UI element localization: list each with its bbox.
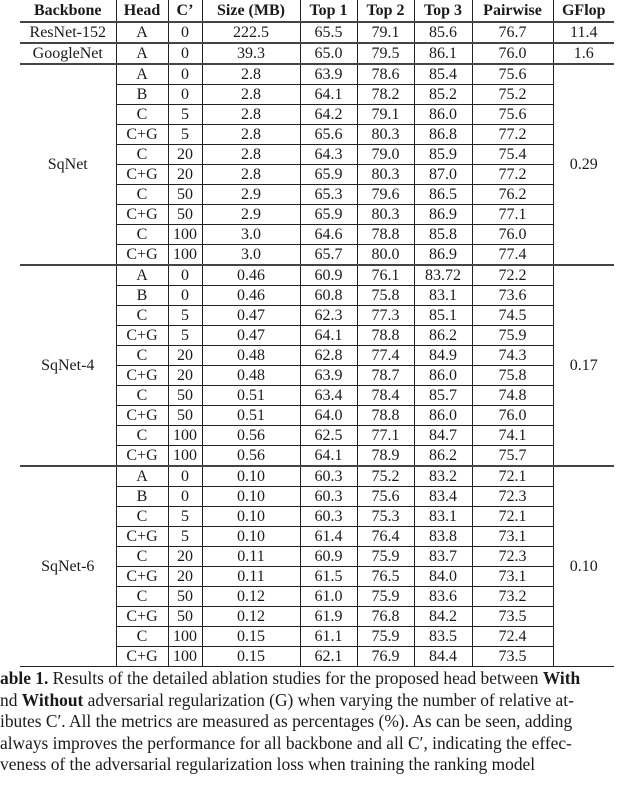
c-prime-cell: 50 — [168, 386, 202, 406]
pairwise-cell: 72.1 — [472, 466, 553, 487]
top1-cell: 64.6 — [300, 225, 357, 245]
column-header-backbone: Backbone — [20, 0, 116, 22]
top2-cell: 78.8 — [357, 326, 414, 346]
top1-cell: 64.1 — [300, 85, 357, 105]
pairwise-cell: 75.8 — [472, 366, 553, 386]
head-cell: A — [116, 64, 168, 85]
top2-cell: 77.3 — [357, 306, 414, 326]
pairwise-cell: 76.7 — [472, 22, 553, 43]
top3-cell: 83.72 — [414, 265, 472, 286]
size-cell: 0.15 — [202, 647, 300, 667]
top3-cell: 85.1 — [414, 306, 472, 326]
pairwise-cell: 77.4 — [472, 245, 553, 266]
pairwise-cell: 72.3 — [472, 547, 553, 567]
top1-cell: 64.3 — [300, 145, 357, 165]
top1-cell: 64.1 — [300, 326, 357, 346]
top3-cell: 86.9 — [414, 205, 472, 225]
c-prime-cell: 50 — [168, 587, 202, 607]
top1-cell: 63.4 — [300, 386, 357, 406]
backbone-cell: SqNet — [20, 64, 116, 265]
head-cell: C — [116, 225, 168, 245]
table-row — [20, 22, 614, 43]
top3-cell: 84.4 — [414, 647, 472, 667]
top2-cell: 78.8 — [357, 406, 414, 426]
head-cell: A — [116, 43, 168, 64]
pairwise-cell: 75.7 — [472, 446, 553, 467]
top2-cell: 79.0 — [357, 145, 414, 165]
size-cell: 0.46 — [202, 265, 300, 286]
top2-cell: 78.8 — [357, 225, 414, 245]
size-cell: 0.15 — [202, 627, 300, 647]
top1-cell: 65.5 — [300, 22, 357, 43]
size-cell: 0.12 — [202, 607, 300, 627]
head-cell: C — [116, 386, 168, 406]
pairwise-cell: 73.2 — [472, 587, 553, 607]
top3-cell: 83.2 — [414, 466, 472, 487]
top2-cell: 77.1 — [357, 426, 414, 446]
top1-cell: 60.3 — [300, 507, 357, 527]
c-prime-cell: 0 — [168, 265, 202, 286]
top3-cell: 84.9 — [414, 346, 472, 366]
c-prime-cell: 20 — [168, 165, 202, 185]
backbone-cell: SqNet-4 — [20, 265, 116, 466]
pairwise-cell: 77.2 — [472, 125, 553, 145]
pairwise-cell: 76.2 — [472, 185, 553, 205]
table-row — [20, 265, 614, 286]
c-prime-cell: 5 — [168, 306, 202, 326]
c-prime-cell: 0 — [168, 487, 202, 507]
top3-cell: 83.1 — [414, 286, 472, 306]
caption-line — [0, 690, 640, 712]
head-cell: C+G — [116, 245, 168, 266]
top1-cell: 61.4 — [300, 527, 357, 547]
top2-cell: 76.8 — [357, 607, 414, 627]
top2-cell: 78.7 — [357, 366, 414, 386]
top1-cell: 61.1 — [300, 627, 357, 647]
top3-cell: 83.7 — [414, 547, 472, 567]
head-cell: C+G — [116, 205, 168, 225]
head-cell: C+G — [116, 366, 168, 386]
top1-cell: 61.5 — [300, 567, 357, 587]
head-cell: B — [116, 85, 168, 105]
pairwise-cell: 74.5 — [472, 306, 553, 326]
table-row — [20, 466, 614, 487]
top2-cell: 80.3 — [357, 205, 414, 225]
head-cell: C — [116, 346, 168, 366]
pairwise-cell: 76.0 — [472, 406, 553, 426]
size-cell: 0.51 — [202, 406, 300, 426]
size-cell: 0.11 — [202, 547, 300, 567]
top1-cell: 63.9 — [300, 64, 357, 85]
head-cell: A — [116, 265, 168, 286]
c-prime-cell: 0 — [168, 286, 202, 306]
backbone-cell: SqNet-6 — [20, 466, 116, 667]
top3-cell: 85.6 — [414, 22, 472, 43]
c-prime-cell: 20 — [168, 366, 202, 386]
top3-cell: 85.7 — [414, 386, 472, 406]
size-cell: 0.11 — [202, 567, 300, 587]
top1-cell: 62.1 — [300, 647, 357, 667]
column-header-head: Head — [116, 0, 168, 22]
top1-cell: 65.9 — [300, 205, 357, 225]
pairwise-cell: 73.5 — [472, 607, 553, 627]
size-cell: 2.8 — [202, 105, 300, 125]
c-prime-cell: 5 — [168, 326, 202, 346]
top3-cell: 86.9 — [414, 245, 472, 266]
caption-text: ibutes C′. All the metrics are measured as percentages (%). As can be seen, adding — [0, 711, 573, 731]
size-cell: 2.9 — [202, 185, 300, 205]
c-prime-cell: 100 — [168, 426, 202, 446]
caption-line — [0, 754, 640, 776]
size-cell: 0.10 — [202, 527, 300, 547]
backbone-cell: ResNet-152 — [20, 22, 116, 43]
head-cell: C — [116, 426, 168, 446]
top2-cell: 75.6 — [357, 487, 414, 507]
top3-cell: 83.4 — [414, 487, 472, 507]
caption-line — [0, 733, 640, 755]
top2-cell: 78.6 — [357, 64, 414, 85]
pairwise-cell: 72.2 — [472, 265, 553, 286]
pairwise-cell: 75.4 — [472, 145, 553, 165]
size-cell: 2.8 — [202, 64, 300, 85]
head-cell: C — [116, 306, 168, 326]
size-cell: 0.51 — [202, 386, 300, 406]
c-prime-cell: 100 — [168, 225, 202, 245]
head-cell: C+G — [116, 125, 168, 145]
c-prime-cell: 100 — [168, 245, 202, 266]
size-cell: 0.10 — [202, 487, 300, 507]
top3-cell: 83.6 — [414, 587, 472, 607]
size-cell: 0.46 — [202, 286, 300, 306]
top3-cell: 83.5 — [414, 627, 472, 647]
top2-cell: 77.4 — [357, 346, 414, 366]
top2-cell: 76.1 — [357, 265, 414, 286]
top2-cell: 80.3 — [357, 165, 414, 185]
size-cell: 0.47 — [202, 306, 300, 326]
caption-text: always improves the performance for all backbone and all C′, indicating the effec- — [0, 732, 572, 753]
head-cell: C — [116, 587, 168, 607]
top3-cell: 86.5 — [414, 185, 472, 205]
top1-cell: 65.7 — [300, 245, 357, 266]
c-prime-cell: 20 — [168, 547, 202, 567]
size-cell: 0.10 — [202, 466, 300, 487]
top3-cell: 86.8 — [414, 125, 472, 145]
column-header-top2: Top 2 — [357, 0, 414, 22]
head-cell: C+G — [116, 406, 168, 426]
c-prime-cell: 5 — [168, 125, 202, 145]
top3-cell: 86.0 — [414, 366, 472, 386]
size-cell: 0.56 — [202, 446, 300, 467]
pairwise-cell: 77.2 — [472, 165, 553, 185]
top1-cell: 63.9 — [300, 366, 357, 386]
top3-cell: 84.2 — [414, 607, 472, 627]
top1-cell: 61.9 — [300, 607, 357, 627]
head-cell: C+G — [116, 326, 168, 346]
top2-cell: 75.9 — [357, 547, 414, 567]
size-cell: 2.9 — [202, 205, 300, 225]
column-header-gflop: GFlop — [553, 0, 614, 22]
size-cell: 2.8 — [202, 125, 300, 145]
top2-cell: 75.9 — [357, 627, 414, 647]
top2-cell: 76.4 — [357, 527, 414, 547]
top3-cell: 84.0 — [414, 567, 472, 587]
c-prime-cell: 5 — [168, 527, 202, 547]
top1-cell: 65.0 — [300, 43, 357, 64]
top3-cell: 86.0 — [414, 406, 472, 426]
top1-cell: 65.6 — [300, 125, 357, 145]
c-prime-cell: 0 — [168, 85, 202, 105]
pairwise-cell: 74.1 — [472, 426, 553, 446]
pairwise-cell: 73.6 — [472, 286, 553, 306]
size-cell: 2.8 — [202, 145, 300, 165]
top3-cell: 83.1 — [414, 507, 472, 527]
top2-cell: 78.9 — [357, 446, 414, 467]
top2-cell: 80.0 — [357, 245, 414, 266]
pairwise-cell: 76.0 — [472, 43, 553, 64]
c-prime-cell: 50 — [168, 406, 202, 426]
c-prime-cell: 0 — [168, 64, 202, 85]
gflop-cell: 11.4 — [553, 22, 614, 43]
head-cell: C — [116, 547, 168, 567]
c-prime-cell: 50 — [168, 205, 202, 225]
pairwise-cell: 72.3 — [472, 487, 553, 507]
head-cell: C+G — [116, 567, 168, 587]
pairwise-cell: 74.8 — [472, 386, 553, 406]
top3-cell: 83.8 — [414, 527, 472, 547]
top2-cell: 76.9 — [357, 647, 414, 667]
top2-cell: 78.2 — [357, 85, 414, 105]
pairwise-cell: 77.1 — [472, 205, 553, 225]
size-cell: 222.5 — [202, 22, 300, 43]
head-cell: C+G — [116, 607, 168, 627]
top3-cell: 85.8 — [414, 225, 472, 245]
size-cell: 3.0 — [202, 225, 300, 245]
table-row — [20, 64, 614, 85]
size-cell: 39.3 — [202, 43, 300, 64]
pairwise-cell: 73.5 — [472, 647, 553, 667]
head-cell: A — [116, 466, 168, 487]
table-row — [20, 43, 614, 64]
top1-cell: 60.3 — [300, 466, 357, 487]
top2-cell: 79.1 — [357, 105, 414, 125]
c-prime-cell: 100 — [168, 446, 202, 467]
head-cell: B — [116, 487, 168, 507]
top2-cell: 75.8 — [357, 286, 414, 306]
c-prime-cell: 0 — [168, 43, 202, 64]
top3-cell: 86.1 — [414, 43, 472, 64]
c-prime-cell: 100 — [168, 647, 202, 667]
top3-cell: 86.2 — [414, 446, 472, 467]
size-cell: 0.48 — [202, 366, 300, 386]
head-cell: C — [116, 507, 168, 527]
c-prime-cell: 0 — [168, 466, 202, 487]
top2-cell: 79.1 — [357, 22, 414, 43]
c-prime-cell: 0 — [168, 22, 202, 43]
top2-cell: 75.2 — [357, 466, 414, 487]
column-header-pairwise: Pairwise — [472, 0, 553, 22]
top3-cell: 85.4 — [414, 64, 472, 85]
head-cell: C+G — [116, 446, 168, 467]
c-prime-cell: 5 — [168, 105, 202, 125]
top1-cell: 64.1 — [300, 446, 357, 467]
caption-bold-text: With — [542, 668, 581, 688]
pairwise-cell: 75.9 — [472, 326, 553, 346]
top3-cell: 84.7 — [414, 426, 472, 446]
pairwise-cell: 76.0 — [472, 225, 553, 245]
head-cell: C+G — [116, 165, 168, 185]
top1-cell: 60.9 — [300, 265, 357, 286]
gflop-cell: 0.29 — [553, 64, 614, 265]
head-cell: C — [116, 185, 168, 205]
c-prime-cell: 20 — [168, 145, 202, 165]
caption-text: nd — [0, 689, 22, 710]
top2-cell: 75.3 — [357, 507, 414, 527]
head-cell: C+G — [116, 647, 168, 667]
top2-cell: 80.3 — [357, 125, 414, 145]
pairwise-cell: 73.1 — [472, 527, 553, 547]
head-cell: C — [116, 105, 168, 125]
top1-cell: 60.9 — [300, 547, 357, 567]
size-cell: 0.48 — [202, 346, 300, 366]
top3-cell: 85.9 — [414, 145, 472, 165]
pairwise-cell: 75.6 — [472, 105, 553, 125]
head-cell: C+G — [116, 527, 168, 547]
top1-cell: 60.8 — [300, 286, 357, 306]
table-caption — [0, 668, 640, 776]
caption-bold-text: able 1. — [0, 668, 49, 688]
top1-cell: 62.3 — [300, 306, 357, 326]
c-prime-cell: 100 — [168, 627, 202, 647]
top1-cell: 62.5 — [300, 426, 357, 446]
top1-cell: 64.0 — [300, 406, 357, 426]
ablation-table — [20, 0, 614, 667]
top1-cell: 62.8 — [300, 346, 357, 366]
pairwise-cell: 75.2 — [472, 85, 553, 105]
caption-line — [0, 668, 640, 690]
caption-line — [0, 711, 640, 733]
gflop-cell: 1.6 — [553, 43, 614, 64]
c-prime-cell: 50 — [168, 185, 202, 205]
caption-text: Results of the detailed ablation studies for the proposed head between — [48, 668, 543, 688]
pairwise-cell: 72.1 — [472, 507, 553, 527]
table-header-row — [20, 0, 614, 22]
top3-cell: 85.2 — [414, 85, 472, 105]
column-header-c-prime: C’ — [168, 0, 202, 22]
gflop-cell: 0.10 — [553, 466, 614, 667]
top1-cell: 64.2 — [300, 105, 357, 125]
head-cell: A — [116, 22, 168, 43]
top2-cell: 79.5 — [357, 43, 414, 64]
column-header-top1: Top 1 — [300, 0, 357, 22]
column-header-size: Size (MB) — [202, 0, 300, 22]
head-cell: C — [116, 145, 168, 165]
caption-text: veness of the adversarial regularization loss when training the ranking model — [0, 754, 536, 774]
top3-cell: 86.0 — [414, 105, 472, 125]
c-prime-cell: 50 — [168, 607, 202, 627]
top3-cell: 87.0 — [414, 165, 472, 185]
pairwise-cell: 74.3 — [472, 346, 553, 366]
size-cell: 2.8 — [202, 85, 300, 105]
pairwise-cell: 75.6 — [472, 64, 553, 85]
top1-cell: 65.9 — [300, 165, 357, 185]
top2-cell: 79.6 — [357, 185, 414, 205]
top1-cell: 65.3 — [300, 185, 357, 205]
size-cell: 0.56 — [202, 426, 300, 446]
c-prime-cell: 20 — [168, 567, 202, 587]
top3-cell: 86.2 — [414, 326, 472, 346]
size-cell: 0.10 — [202, 507, 300, 527]
column-header-top3: Top 3 — [414, 0, 472, 22]
size-cell: 0.12 — [202, 587, 300, 607]
caption-bold-text: Without — [21, 689, 84, 710]
c-prime-cell: 20 — [168, 346, 202, 366]
head-cell: B — [116, 286, 168, 306]
pairwise-cell: 73.1 — [472, 567, 553, 587]
top2-cell: 75.9 — [357, 587, 414, 607]
gflop-cell: 0.17 — [553, 265, 614, 466]
size-cell: 3.0 — [202, 245, 300, 266]
pairwise-cell: 72.4 — [472, 627, 553, 647]
size-cell: 0.47 — [202, 326, 300, 346]
top2-cell: 76.5 — [357, 567, 414, 587]
top2-cell: 78.4 — [357, 386, 414, 406]
top1-cell: 60.3 — [300, 487, 357, 507]
head-cell: C — [116, 627, 168, 647]
backbone-cell: GoogleNet — [20, 43, 116, 64]
c-prime-cell: 5 — [168, 507, 202, 527]
top1-cell: 61.0 — [300, 587, 357, 607]
size-cell: 2.8 — [202, 165, 300, 185]
caption-text: adversarial regularization (G) when varying the number of relative at- — [83, 689, 574, 710]
